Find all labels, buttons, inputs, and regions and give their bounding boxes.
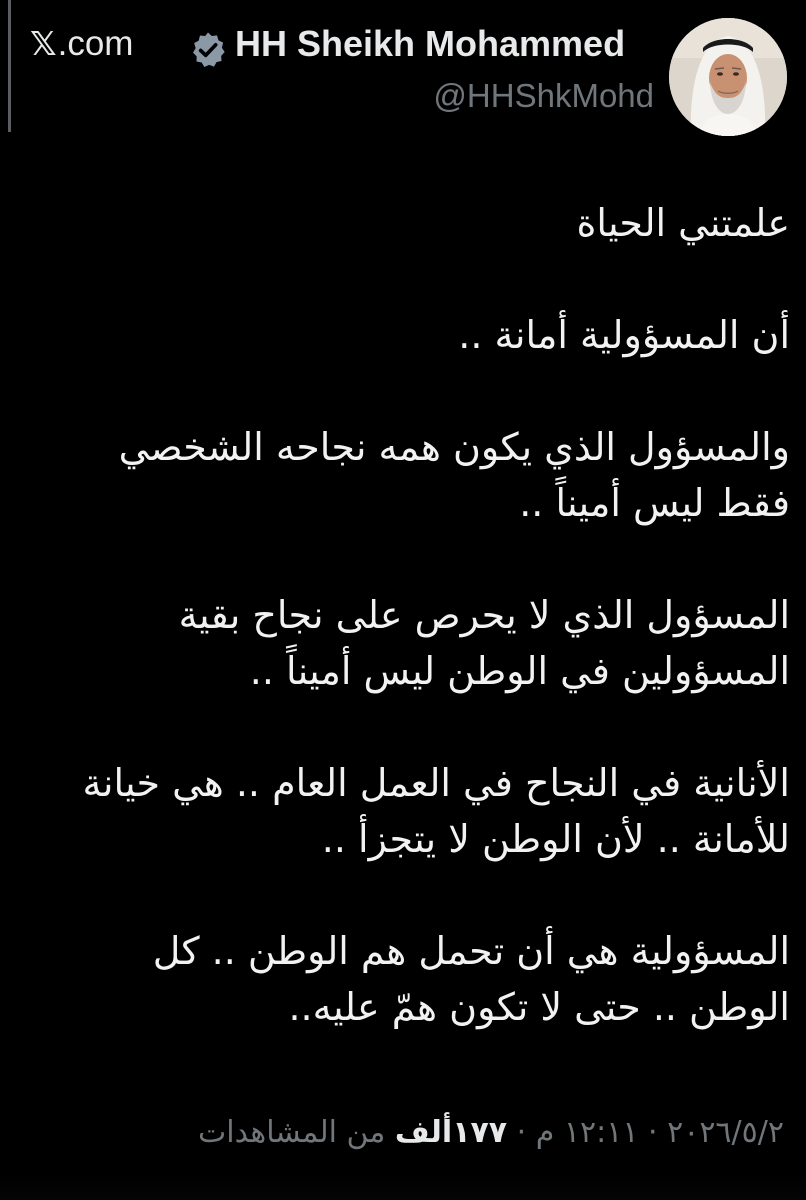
tweet-paragraph — [30, 195, 790, 251]
verified-badge-icon — [188, 30, 228, 70]
meta-separator: · — [516, 1115, 527, 1150]
tweet-date[interactable]: ٢٠٢٦/٥/٢ — [667, 1115, 784, 1150]
tweet-line: المسؤولية هي أن تحمل هم الوطن .. كل — [152, 929, 790, 973]
tweet-line: المسؤول الذي لا يحرص على نجاح بقية — [178, 593, 790, 637]
tweet-line: المسؤولين في الوطن ليس أميناً .. — [249, 649, 790, 693]
author-name[interactable]: HH Sheikh Mohammed — [235, 23, 626, 64]
tweet-line: علمتني الحياة — [576, 201, 790, 245]
tweet-header — [0, 0, 806, 140]
x-logo-icon: 𝕏 — [30, 24, 57, 63]
views-count: ١٧٧ألف — [394, 1115, 508, 1150]
tweet-meta — [198, 1112, 784, 1154]
tweet-line: الأنانية في النجاح في العمل العام .. هي خيانة — [82, 761, 790, 805]
tweet-paragraph — [30, 419, 790, 531]
tweet-line: الوطن .. حتى لا تكون همّ عليه.. — [288, 985, 790, 1029]
bottom-edge — [0, 1172, 806, 1200]
avatar[interactable] — [669, 18, 787, 136]
meta-separator: · — [648, 1115, 658, 1150]
site-domain: .com — [57, 24, 134, 63]
tweet-time[interactable]: ١٢:١١ م — [535, 1115, 639, 1150]
author-handle[interactable]: @HHShkMohd — [433, 77, 654, 114]
tweet-line: للأمانة .. لأن الوطن لا يتجزأ .. — [321, 817, 790, 861]
avatar-portrait — [669, 18, 787, 136]
tweet-line: والمسؤول الذي يكون همه نجاحه الشخصي — [118, 425, 790, 469]
tweet-paragraph — [30, 587, 790, 699]
tweet-paragraph — [30, 755, 790, 867]
tweet-text — [30, 195, 790, 1035]
tweet-line: أن المسؤولية أمانة .. — [458, 313, 790, 357]
views-label: من المشاهدات — [198, 1115, 386, 1150]
tweet-paragraph — [30, 923, 790, 1035]
tweet-line: فقط ليس أميناً .. — [519, 481, 790, 525]
site-brand[interactable] — [30, 26, 133, 61]
tweet-paragraph — [30, 307, 790, 363]
